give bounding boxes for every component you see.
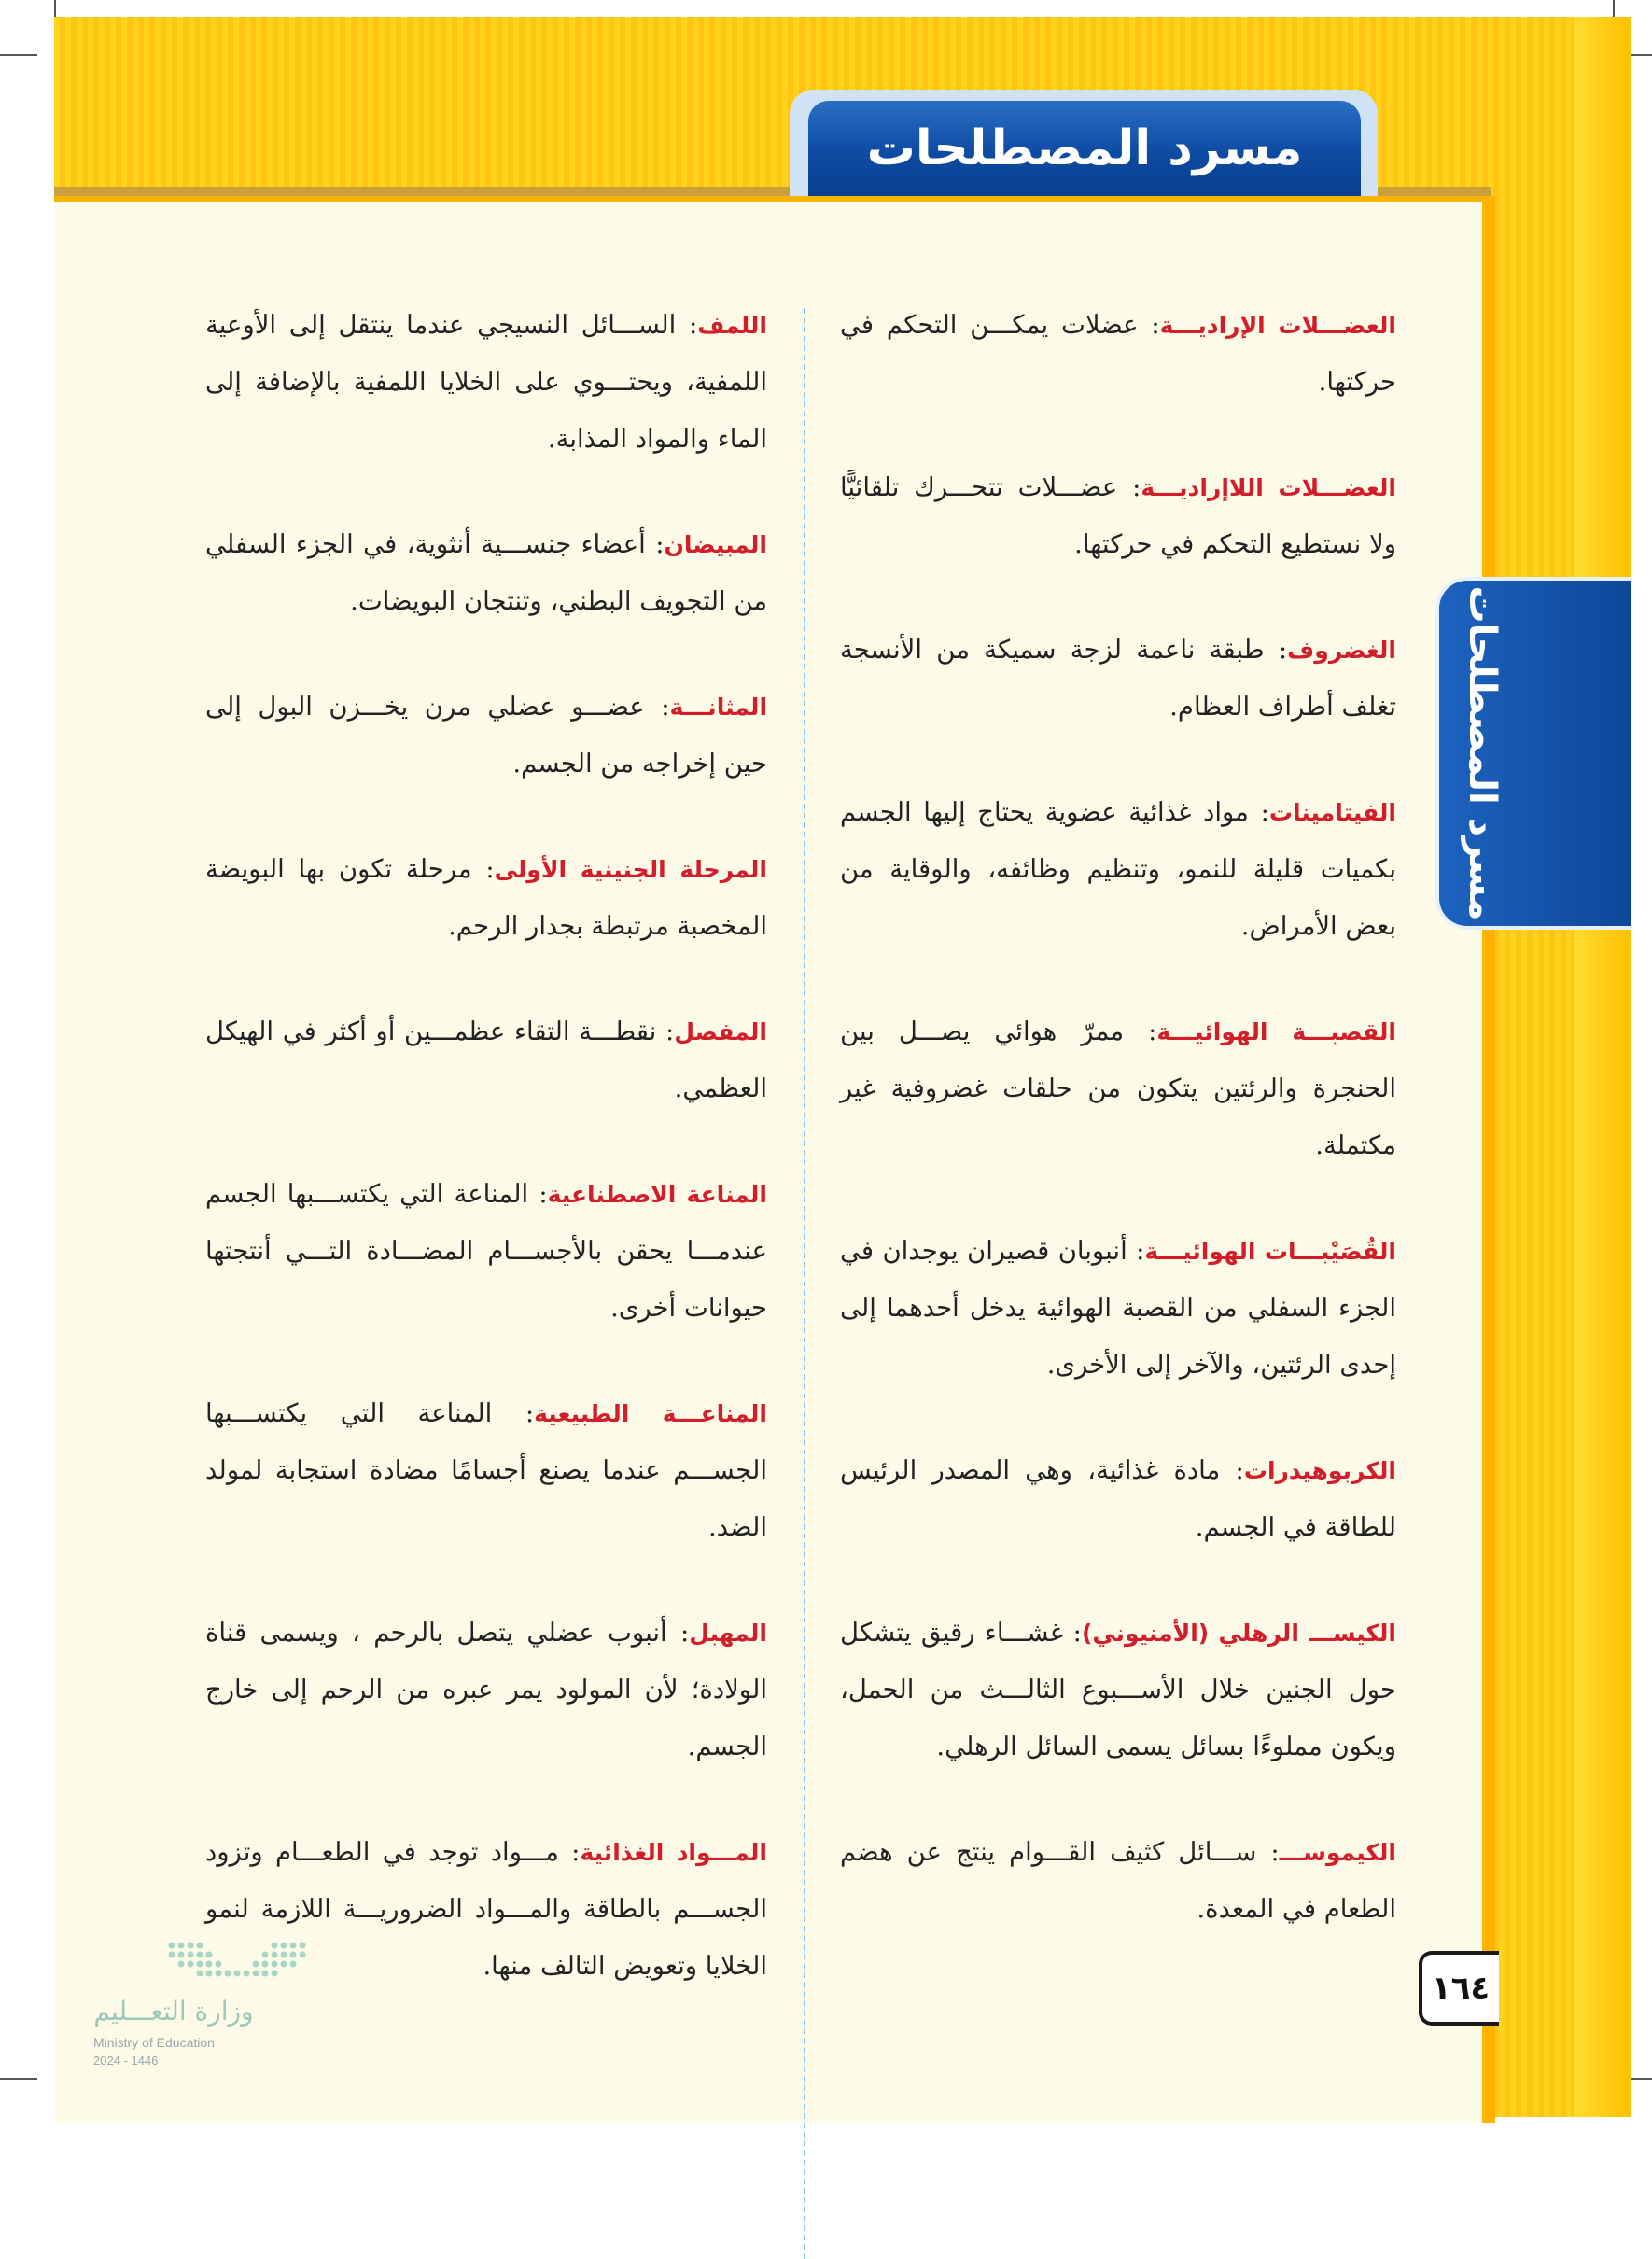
glossary-term: العضـــلات الإراديـــة (1159, 312, 1396, 339)
glossary-term: العضـــلات اللاإراديـــة (1141, 474, 1396, 501)
glossary-definition: المناعة التي يكتســـبها الجسم عندمـــا يحقن بالأجســـام المضـــادة التـــي أنتجتها حيوانات أخرى. (205, 1179, 767, 1323)
glossary-definition: المناعة التي يكتســـبها الجســـم عندما يصنع أجسامًا مضادة استجابة لمولد الضد. (205, 1398, 767, 1542)
glossary-definition: طبقة ناعمة لزجة سميكة من الأنسجة تغلف أطراف العظام. (840, 635, 1396, 722)
glossary-entry: المناعة الاصطناعية: المناعة التي يكتســـبها الجسم عندمـــا يحقن بالأجســـام المضـــادة التـــي أنتجتها حيوانات أخرى. (205, 1179, 767, 1323)
glossary-entry: المناعـــة الطبيعية: المناعة التي يكتســـبها الجســـم عندما يصنع أجسامًا مضادة استجابة لمولد الضد. (205, 1398, 767, 1542)
glossary-term: القصبـــة الهوائيـــة (1156, 1018, 1396, 1045)
crop-mark (0, 54, 37, 56)
crop-mark (54, 0, 56, 17)
glossary-term: المناعة الاصطناعية (547, 1181, 767, 1208)
ministry-logo-year: 2024 - 1446 (93, 2054, 159, 2068)
glossary-definition: عضلات يمكـــن التحكم في حركتها. (840, 310, 1396, 397)
glossary-entry: الكربوهيدرات: مادة غذائية، وهي المصدر الرئيس للطاقة في الجسم. (840, 1455, 1396, 1542)
glossary-term: المثانـــة (669, 694, 768, 721)
glossary-entry: المهبل: أنبوب عضلي يتصل بالرحم ، ويسمى قناة الولادة؛ لأن المولود يمر عبره من الرحم إلى خارج الجسم. (205, 1618, 767, 1761)
glossary-entry: اللمف: الســـائل النسيجي عندما ينتقل إلى الأوعية اللمفية، ويحتـــوي على الخلايا اللمفية بالإضافة إلى الماء والمواد المذابة. (205, 310, 767, 454)
glossary-definition: ســـائل كثيف القـــوام ينتج عن هضم الطعام في المعدة. (840, 1837, 1396, 1924)
glossary-entry: المبيضان: أعضاء جنســـية أنثوية، في الجزء السفلي من التجويف البطني، وتنتجان البويضات. (205, 529, 767, 616)
side-tab-label: مسرد المصطلحات (1461, 585, 1504, 921)
page-number: ١٦٤ (1419, 1951, 1499, 2026)
glossary-entry: العضـــلات اللاإراديـــة: عضـــلات تتحـــرك تلقائيًّا ولا نستطيع التحكم في حركتها. (840, 472, 1396, 559)
glossary-entry: القصبـــة الهوائيـــة: ممرّ هوائي يصـــل بين الحنجرة والرئتين يتكون من حلقات غضروفية غير مكتملة. (840, 1017, 1396, 1160)
glossary-term: المفصل (674, 1018, 767, 1045)
page-title: مسرد المصطلحات (866, 120, 1303, 176)
glossary-definition: الســـائل النسيجي عندما ينتقل إلى الأوعية اللمفية، ويحتـــوي على الخلايا اللمفية بالإضافة إلى الماء والمواد المذابة. (205, 310, 767, 454)
glossary-entry: الكيموســـ: ســـائل كثيف القـــوام ينتج عن هضم الطعام في المعدة. (840, 1837, 1396, 1924)
glossary-entry: المرحلة الجنينية الأولى: مرحلة تكون بها البويضة المخصبة مرتبطة بجدار الرحم. (205, 854, 767, 941)
glossary-term: الكيموســـ (1279, 1839, 1396, 1866)
crop-mark (0, 2078, 37, 2080)
ministry-logo (93, 1938, 317, 2078)
glossary-term: المرحلة الجنينية الأولى (494, 856, 767, 883)
glossary-entry: الغضروف: طبقة ناعمة لزجة سميكة من الأنسجة تغلف أطراف العظام. (840, 635, 1396, 722)
glossary-definition: أعضاء جنســـية أنثوية، في الجزء السفلي من التجويف البطني، وتنتجان البويضات. (205, 529, 767, 616)
glossary-definition: عضـــلات تتحـــرك تلقائيًّا ولا نستطيع التحكم في حركتها. (840, 472, 1396, 559)
glossary-definition: مواد غذائية عضوية يحتاج إليها الجسم بكميات قليلة للنمو، وتنظيم وظائفه، والوقاية من بعض الأمراض. (840, 797, 1396, 941)
glossary-entry: القُصَيْبـــات الهوائيـــة: أنبوبان قصيران يوجدان في الجزء السفلي من القصبة الهوائية يدخل أحدهما إلى إحدى الرئتين، والآخر إلى الأخرى. (840, 1236, 1396, 1380)
glossary-term: المهبل (689, 1620, 767, 1647)
glossary-definition: مرحلة تكون بها البويضة المخصبة مرتبطة بجدار الرحم. (205, 854, 767, 941)
column-divider (804, 308, 805, 2259)
glossary-entry: المفصل: نقطـــة التقاء عظمـــين أو أكثر في الهيكل العظمي. (205, 1017, 767, 1103)
glossary-column-left (205, 297, 767, 2043)
glossary-definition: مـــواد توجد في الطعـــام وتزود الجســـم بالطاقة والمـــواد الضروريـــة اللازمة لنمو الخلايا وتعويض التالف منها. (205, 1837, 767, 1981)
glossary-entry: الكيســـ الرهلي (الأمنيوني): غشـــاء رقيق يتشكل حول الجنين خلال الأســـبوع الثالـــث من الحمل، ويكون مملوءًا بسائل يسمى السائل الرهلي. (840, 1618, 1396, 1761)
title-tab (808, 101, 1361, 196)
glossary-term: الكيســـ الرهلي (الأمنيوني) (1081, 1620, 1396, 1647)
glossary-definition: غشـــاء رقيق يتشكل حول الجنين خلال الأســـبوع الثالـــث من الحمل، ويكون مملوءًا بسائل يسمى السائل الرهلي. (840, 1618, 1396, 1761)
glossary-column-right (840, 297, 1396, 1986)
glossary-term: القُصَيْبـــات الهوائيـــة (1144, 1238, 1396, 1265)
glossary-definition: أنبوب عضلي يتصل بالرحم ، ويسمى قناة الولادة؛ لأن المولود يمر عبره من الرحم إلى خارج الجسم. (205, 1618, 767, 1761)
ministry-logo-english: Ministry of Education (93, 2035, 215, 2050)
glossary-entry: الفيتامينات: مواد غذائية عضوية يحتاج إليها الجسم بكميات قليلة للنمو، وتنظيم وظائفه، والوقاية من بعض الأمراض. (840, 797, 1396, 941)
glossary-term: المبيضان (664, 531, 767, 558)
glossary-entry: المثانـــة: عضـــو عضلي مرن يخـــزن البول إلى حين إخراجه من الجسم. (205, 692, 768, 779)
glossary-term: الغضروف (1287, 637, 1396, 664)
glossary-term: اللمف (697, 312, 767, 339)
glossary-entry: العضـــلات الإراديـــة: عضلات يمكـــن التحكم في حركتها. (840, 310, 1396, 397)
glossary-term: المـــواد الغذائية (580, 1839, 768, 1866)
glossary-term: الكربوهيدرات (1243, 1457, 1396, 1484)
glossary-definition: مادة غذائية، وهي المصدر الرئيس للطاقة في الجسم. (840, 1455, 1396, 1542)
glossary-term: المناعـــة الطبيعية (534, 1400, 767, 1427)
page-frame-edge (1574, 17, 1631, 2117)
glossary-definition: ممرّ هوائي يصـــل بين الحنجرة والرئتين يتكون من حلقات غضروفية غير مكتملة. (840, 1017, 1396, 1160)
glossary-entry: المـــواد الغذائية: مـــواد توجد في الطعـــام وتزود الجســـم بالطاقة والمـــواد الضروريـــة اللازمة لنمو الخلايا وتعويض التالف منها. (205, 1837, 768, 1981)
crop-mark (1613, 0, 1615, 17)
glossary-definition: عضـــو عضلي مرن يخـــزن البول إلى حين إخراجه من الجسم. (205, 692, 767, 779)
glossary-term: الفيتامينات (1268, 799, 1396, 826)
glossary-definition: نقطـــة التقاء عظمـــين أو أكثر في الهيكل العظمي. (205, 1017, 767, 1103)
ministry-logo-arabic: وزارة التعـــليم (93, 1996, 254, 2027)
glossary-definition: أنبوبان قصيران يوجدان في الجزء السفلي من القصبة الهوائية يدخل أحدهما إلى إحدى الرئتين، والآخر إلى الأخرى. (840, 1236, 1396, 1380)
ministry-logo-icon (162, 1938, 312, 1979)
